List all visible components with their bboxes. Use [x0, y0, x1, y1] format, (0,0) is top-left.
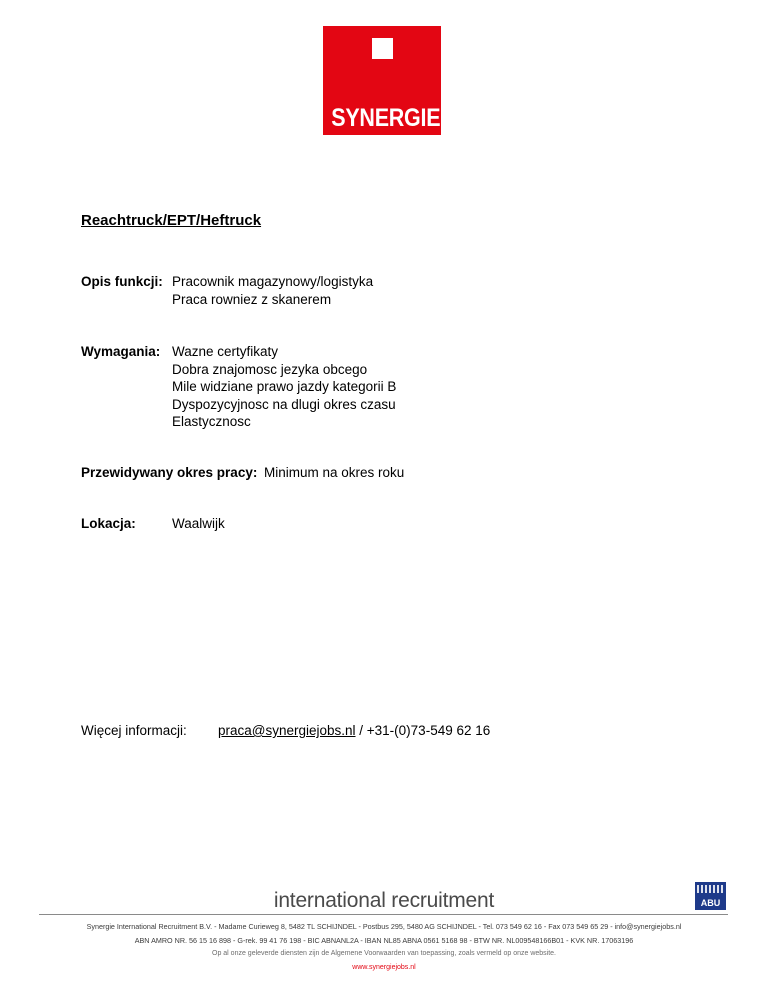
footer-bank-details: ABN AMRO NR. 56 15 16 898 - G-rek. 99 41 76 198 - BIC ABNANL2A - IBAN NL85 ABNA 0561 5168 98 - BTW NR. NL009548166B01 - KVK NR. 17063196 — [134, 936, 634, 945]
email-link[interactable]: praca@synergiejobs.nl — [218, 723, 356, 738]
abu-text: ABU — [700, 898, 721, 908]
job-title: Reachtruck/EPT/Heftruck — [81, 212, 262, 229]
phone-number: / +31-(0)73-549 62 16 — [355, 723, 491, 738]
requirement-item: Mile widziane prawo jazdy kategorii B — [172, 379, 397, 394]
period-label: Przewidywany okres pracy: — [81, 465, 258, 480]
footer-address: Synergie International Recruitment B.V. - Madame Curieweg 8, 5482 TL SCHIJNDEL - Postbus 295, 5480 AG SCHIJNDEL - Tel. 073 549 62 16 - Fax 073 549 65 29 - info@synergiejobs.nl — [86, 922, 682, 931]
requirement-item: Dobra znajomosc jezyka obcego — [172, 361, 368, 377]
requirements-values — [172, 343, 396, 431]
logo-text: SYNERGIE — [331, 104, 441, 132]
more-info-label: Więcej informacji: — [81, 723, 187, 738]
description-line: Pracownik magazynowy/logistyka — [172, 274, 374, 289]
requirement-item: Dyspozycyjnosc na dlugi okres czasu — [172, 396, 396, 412]
description-line: Praca rowniez z skanerem — [172, 291, 332, 307]
abu-logo — [695, 882, 726, 910]
footer-website[interactable]: www.synergiejobs.nl — [352, 964, 416, 971]
period-value: Minimum na okres roku — [264, 465, 405, 480]
description-label: Opis funkcji: — [81, 274, 163, 289]
logo-square-icon — [372, 38, 393, 59]
synergie-logo — [323, 26, 441, 135]
requirements-label: Wymagania: — [81, 344, 161, 359]
footer-terms: Op al onze geleverde diensten zijn de Algemene Voorwaarden van toepassing, zoals vermeld op onze website. — [212, 950, 556, 957]
location-value: Waalwijk — [172, 516, 225, 531]
footer-title: international recruitment — [273, 889, 495, 912]
requirement-item: Wazne certyfikaty — [172, 344, 279, 359]
more-info-value — [218, 723, 490, 738]
location-label: Lokacja: — [81, 516, 136, 531]
description-values — [172, 273, 373, 308]
footer-divider — [39, 914, 728, 915]
abu-stripes-icon — [697, 885, 724, 893]
requirement-item: Elastycznosc — [172, 414, 251, 429]
